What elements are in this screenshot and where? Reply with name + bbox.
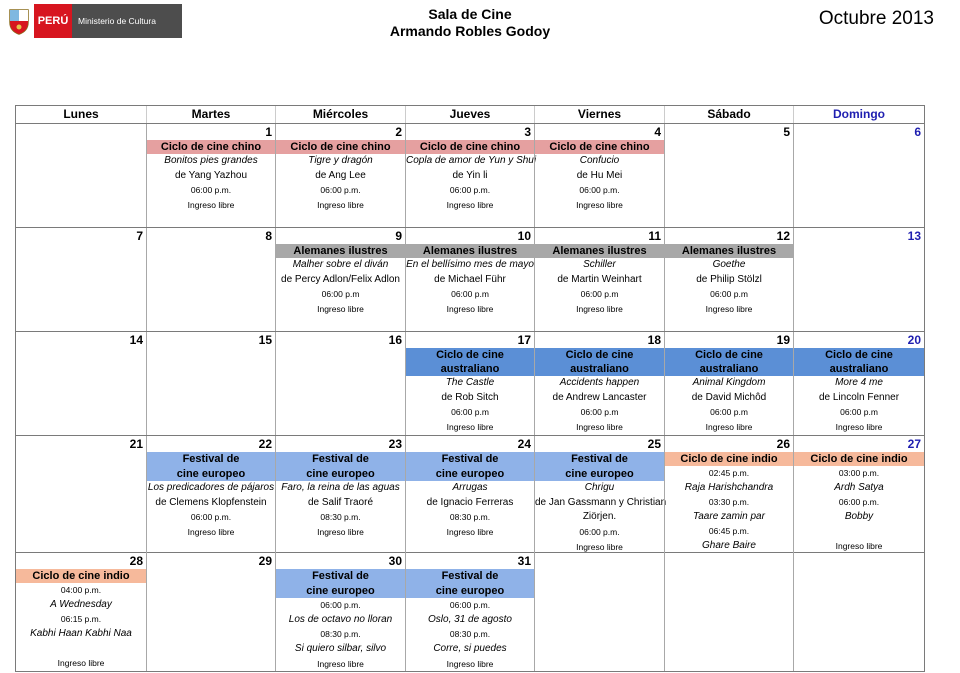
event-detail: de Rob Sitch [441,391,499,403]
event-detail: de Yang Yazhou [174,169,248,181]
event-detail: Ingreso libre [187,526,235,537]
cycle-band: Ciclo de cine chino [535,140,664,154]
day-cell [16,124,146,227]
day-cell [534,436,667,554]
event-detail: 06:00 p.m [451,407,489,418]
day-number: 25 [647,437,661,451]
day-number [794,553,924,569]
day-cell [146,436,275,554]
day-number: 20 [907,333,921,347]
film-title: Confucio [579,155,620,166]
film-title: Oslo, 31 de agosto [428,613,512,625]
weekday-jueves: Jueves [405,106,534,123]
day-cell [793,124,924,227]
day-number: 10 [517,229,531,243]
film-title: Arrugas [452,482,488,494]
film-title: A Wednesday [50,598,112,610]
event-detail: Ingreso libre [705,421,753,432]
event-detail: Ingreso libre [576,541,623,552]
event-detail: 06:15 p.m. [60,614,102,625]
logo-country: PERÚ [34,4,72,38]
event-detail: Ingreso libre [317,526,364,537]
event-detail: 06:00 p.m. [320,185,361,196]
event-detail: 06:45 p.m. [708,526,750,537]
weekday-sábado: Sábado [664,106,793,123]
event-detail: Ingreso libre [317,658,364,669]
event-detail: 04:00 p.m. [60,585,102,595]
ministry-logo [4,4,182,38]
day-number [535,553,664,569]
event-detail: 06:00 p.m [840,407,878,418]
cycle-band: Ciclo de cine australiano [794,348,924,376]
cycle-band: Festival de cine europeo [406,452,534,481]
cycle-band: Ciclo de cine indio [794,452,924,466]
cycle-band: Alemanes ilustres [276,244,405,258]
event-detail: de Clemens Klopfenstein [155,496,267,508]
event-detail: de David Michôd [691,391,767,403]
film-title: Ghare Baire [702,539,756,551]
event-detail: de Andrew Lancaster [552,391,647,403]
day-number: 19 [776,333,790,347]
event-detail: 06:00 p.m. [579,185,620,196]
cycle-band: Ciclo de cine chino [406,140,534,154]
weekday-domingo: Domingo [793,106,924,123]
day-cell [405,332,534,435]
cycle-band: Alemanes ilustres [665,244,793,258]
day-cell [275,436,405,554]
event-detail: de Jan Gassmann y Christian [535,496,667,508]
event-detail: 06:00 p.m. [320,600,361,611]
event-detail: de Lincoln Fenner [818,391,900,403]
day-cell [16,228,146,331]
day-number: 12 [776,229,790,243]
day-number [665,553,793,569]
event-detail: 06:00 p.m. [838,497,880,508]
event-detail: de Yin li [452,169,488,181]
calendar-week [16,332,924,436]
day-number: 26 [776,437,790,451]
day-number: 6 [914,125,921,139]
day-cell [534,553,664,671]
event-detail: 06:00 p.m. [579,526,620,537]
day-cell [664,124,793,227]
cycle-band: Ciclo de cine australiano [406,348,534,376]
cycle-band: Ciclo de cine australiano [535,348,664,376]
title-line-1: Sala de Cine [428,6,512,22]
event-detail: Ingreso libre [446,526,494,537]
day-cell [534,332,664,435]
event-detail: Ingreso libre [187,199,235,210]
event-detail: 06:00 p.m [710,289,748,300]
event-detail: 06:00 p.m [451,289,489,300]
event-detail: 02:45 p.m. [708,468,750,478]
day-number: 4 [654,125,661,139]
event-detail: 03:00 p.m. [838,468,880,478]
event-detail [794,524,924,539]
weekday-miércoles: Miércoles [275,106,405,123]
day-number: 24 [517,437,531,451]
cycle-band: Ciclo de cine australiano [665,348,793,376]
calendar-week [16,436,924,553]
film-title: More 4 me [835,377,883,388]
cycle-band: Ciclo de cine chino [147,140,275,154]
cycle-band: Festival de cine europeo [276,452,405,481]
day-cell [405,124,537,227]
film-title: The Castle [445,377,495,388]
film-title: Faro, la reina de las aguas [281,482,400,494]
title-line-2: Armando Robles Godoy [389,23,551,39]
day-number: 30 [388,554,402,568]
day-number: 9 [395,229,402,243]
day-number: 23 [388,437,402,451]
weekday-viernes: Viernes [534,106,664,123]
film-title: Raja Harishchandra [684,481,774,493]
event-detail: 08:30 p.m. [320,512,361,523]
event-detail: 06:00 p.m. [190,185,232,196]
day-cell [664,436,793,554]
event-detail: Ingreso libre [705,303,753,314]
day-number: 27 [907,437,921,451]
day-number [16,124,146,140]
day-number: 16 [388,333,402,347]
day-number: 1 [265,125,272,139]
film-title: Copla de amor de Yun y Shui [406,155,537,166]
day-cell [146,553,275,671]
day-number: 28 [129,554,143,568]
cycle-band: Festival de cine europeo [147,452,275,481]
film-title: Tigre y dragón [308,155,373,166]
event-detail: Ingreso libre [446,199,494,210]
cycle-band: Ciclo de cine indio [16,569,146,583]
day-number: 2 [395,125,402,139]
day-cell [793,332,924,435]
day-number: 14 [129,333,143,347]
day-number: 22 [258,437,272,451]
cycle-band: Festival de cine europeo [276,569,405,598]
event-detail: 06:00 p.m. [190,512,232,523]
weekday-martes: Martes [146,106,275,123]
day-number: 29 [258,554,272,568]
event-detail: Ziörjen. [582,511,617,523]
event-detail: Ingreso libre [576,421,623,432]
day-number: 5 [783,125,790,139]
day-cell [534,124,664,227]
day-cell [664,553,793,671]
event-detail: Ingreso libre [835,540,883,551]
film-title: Bonitos pies grandes [164,155,258,166]
calendar-grid [15,105,925,672]
event-detail: de Philip Stölzl [696,273,762,285]
film-title: Accidents happen [559,377,640,388]
event-detail: 08:30 p.m. [449,512,491,523]
day-cell [16,553,146,671]
day-cell [793,228,924,331]
day-number: 31 [517,554,531,568]
film-title: Animal Kingdom [692,377,766,388]
event-detail: de Percy Adlon/Felix Adlon [281,273,400,285]
event-detail: de Ang Lee [315,169,366,181]
event-detail: 06:00 p.m. [449,185,491,196]
calendar-week [16,553,924,671]
day-cell [146,124,275,227]
event-detail: de Martin Weinhart [557,273,642,285]
cycle-band: Ciclo de cine indio [665,452,793,466]
event-detail: 06:00 p.m [710,407,748,418]
page-title [350,6,590,40]
event-detail: Ingreso libre [446,421,494,432]
day-cell [275,124,405,227]
film-title: Si quiero silbar, silvo [294,642,387,654]
day-number: 11 [648,229,661,243]
event-detail: 03:30 p.m. [708,497,750,508]
day-cell [793,553,924,671]
film-title: Los de octavo no lloran [288,613,393,625]
film-title: Kabhi Haan Kabhi Naa [30,627,132,639]
day-cell [664,332,793,435]
day-cell [664,228,793,331]
weekday-lunes: Lunes [63,107,99,121]
film-title: Taare zamin par [693,510,765,522]
film-title: Malher sobre el diván [292,259,389,270]
day-cell [405,436,534,554]
day-cell [405,228,534,331]
event-detail: 06:00 p.m [580,407,619,418]
day-cell [16,332,146,435]
event-detail: Ingreso libre [446,658,494,669]
day-cell [146,332,275,435]
day-number: 17 [517,333,531,347]
day-number: 18 [647,333,661,347]
cycle-band: Alemanes ilustres [406,244,534,258]
day-cell [275,553,405,671]
event-detail: Ingreso libre [317,199,364,210]
day-number: 7 [136,229,143,243]
day-number: 3 [524,125,531,139]
event-detail: Ingreso libre [576,199,623,210]
event-detail: Ingreso libre [57,657,105,668]
cycle-band: Festival de cine europeo [535,452,664,481]
film-title: Corre, si puedes [433,642,507,654]
day-cell [146,228,275,331]
film-title: Bobby [844,510,874,522]
day-cell [405,553,534,671]
cycle-band: Ciclo de cine chino [276,140,405,154]
event-detail: Ingreso libre [446,303,494,314]
day-cell [16,436,146,554]
day-number: 8 [265,229,272,243]
weekday-header-row [16,106,924,124]
day-number: 21 [129,437,143,451]
film-title: Chrigu [584,482,615,494]
coat-of-arms-icon [4,4,34,38]
film-title: En el bellísimo mes de mayo [406,259,534,270]
film-title: Los predicadores de pájaros [147,482,275,494]
event-detail: de Hu Mei [576,169,623,181]
film-title: Schiller [583,259,616,270]
calendar-week [16,124,924,228]
event-detail: 08:30 p.m. [449,629,491,640]
day-number: 13 [907,229,921,243]
day-cell [275,228,405,331]
day-cell [534,228,664,331]
event-detail: 06:00 p.m [321,289,360,300]
film-title: Goethe [712,259,746,270]
event-detail: 08:30 p.m. [320,629,361,640]
event-detail: Ingreso libre [317,303,364,314]
day-number: 15 [258,333,272,347]
event-detail: Ingreso libre [576,303,623,314]
film-title: Ardh Satya [834,481,884,493]
event-detail: 06:00 p.m [580,289,619,300]
month-label: Octubre 2013 [818,8,934,29]
logo-ministry: Ministerio de Cultura [72,4,182,38]
event-detail: de Ignacio Ferreras [426,496,514,508]
day-cell [793,436,924,554]
event-detail [16,641,146,656]
cycle-band: Festival de cine europeo [406,569,534,598]
day-cell [275,332,405,435]
event-detail: de Salif Traoré [307,496,374,508]
calendar-week [16,228,924,332]
event-detail: Ingreso libre [835,421,883,432]
event-detail: 06:00 p.m. [449,600,491,611]
event-detail: de Michael Führ [434,273,506,285]
cycle-band: Alemanes ilustres [535,244,664,258]
